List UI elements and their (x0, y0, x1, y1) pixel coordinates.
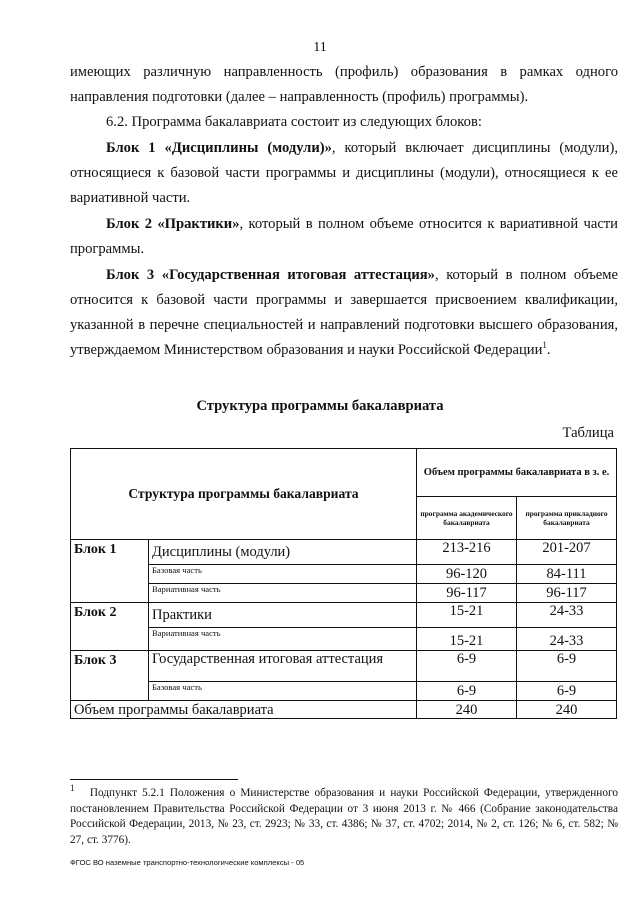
row-name: Дисциплины (модули) (149, 540, 417, 565)
row-value-academic: 15-21 (417, 628, 517, 651)
row-name: Практики (149, 603, 417, 628)
table-row (71, 682, 617, 701)
footnote-text: Подпункт 5.2.1 Положения о Министерстве образования и науки Российской Федерации, утвержденного постановлением Правительства Российской Федерации от 3 июня 2013 г. № 466 (Собрание законодательства Российской Федерации, 2013, № 23, ст. 2923; № 33, ст. 4386; № 37, ст. 4702; 2014, № 2, ст. 126; № 6, ст. 582; № 27, ст. 3776). (70, 787, 618, 846)
row-value-applied: 24-33 (517, 603, 617, 628)
table-label: Таблица (562, 425, 614, 441)
row-value-academic: 15-21 (417, 603, 517, 628)
table-title: Структура программы бакалавриата (196, 398, 444, 414)
program-structure-table (70, 448, 617, 719)
row-name: Государственная итоговая аттестация (149, 651, 417, 682)
table-row (71, 628, 617, 651)
total-value-applied: 240 (517, 701, 617, 719)
paragraph-continuation: имеющих различную направленность (профиль) образования в рамках одного направления подготовки (далее – направленность (профиль) программы). (70, 64, 618, 105)
block-2-text: , который в полном объеме относится к вариативной части программы. (70, 216, 618, 257)
row-value-academic: 6-9 (417, 651, 517, 682)
total-name: Объем программы бакалавриата (71, 701, 417, 719)
header-academic: программа академического бакалавриата (417, 496, 517, 539)
total-value-academic: 240 (417, 701, 517, 719)
footnote (70, 783, 618, 848)
table-row (71, 584, 617, 603)
row-name: Вариативная часть (149, 584, 417, 603)
row-value-applied: 96-117 (517, 584, 617, 603)
block-1-text: , который включает дисциплины (модули), относящиеся к базовой части программы и дисциплины (модули), относящиеся к ее вариативной части. (70, 140, 618, 206)
footnote-marker: 1 (70, 783, 75, 794)
block-3-end: . (546, 342, 551, 358)
row-value-applied: 6-9 (517, 651, 617, 682)
row-value-academic: 213-216 (417, 540, 517, 565)
paragraph-block-1 (70, 136, 618, 211)
row-name: Вариативная часть (149, 628, 417, 651)
paragraph-block-2 (70, 212, 618, 262)
row-value-academic: 96-117 (417, 584, 517, 603)
block-2-title: Блок 2 «Практики» (106, 216, 240, 232)
page-footer: ФГОС ВО наземные транспортно-технологические комплексы - 05 (70, 858, 305, 867)
paragraph-block-3 (70, 263, 618, 363)
row-name: Базовая часть (149, 682, 417, 701)
block-2-cell: Блок 2 (71, 603, 149, 651)
footnote-reference: 1 (542, 340, 547, 351)
header-applied: программа прикладного бакалавриата (517, 496, 617, 539)
row-value-applied: 24-33 (517, 628, 617, 651)
block-1-cell: Блок 1 (71, 540, 149, 603)
page-number: 11 (313, 40, 327, 55)
block-3-title: Блок 3 «Государственная итоговая аттестация» (106, 267, 435, 283)
row-value-applied: 84-111 (517, 565, 617, 584)
row-name: Базовая часть (149, 565, 417, 584)
header-structure: Структура программы бакалавриата (71, 449, 417, 540)
header-volume: Объем программы бакалавриата в з. е. (417, 449, 617, 497)
row-value-academic: 96-120 (417, 565, 517, 584)
table-row (71, 603, 617, 628)
block-3-cell: Блок 3 (71, 651, 149, 701)
table-row (71, 651, 617, 682)
table-row (71, 540, 617, 565)
table-total-row (71, 701, 617, 719)
table-header-row (71, 449, 617, 497)
row-value-academic: 6-9 (417, 682, 517, 701)
row-value-applied: 6-9 (517, 682, 617, 701)
row-value-applied: 201-207 (517, 540, 617, 565)
block-3-text: , который в полном объеме относится к базовой части программы и завершается присвоением квалификации, указанной в перечне специальностей и направлений подготовки высшего образования, утверждаемом Министерством образования и науки Российской Федерации (70, 267, 618, 358)
footnote-divider (70, 779, 238, 780)
block-1-title: Блок 1 «Дисциплины (модули)» (106, 140, 332, 156)
paragraph-blocks-intro: 6.2. Программа бакалавриата состоит из следующих блоков: (106, 114, 482, 130)
table-row (71, 565, 617, 584)
